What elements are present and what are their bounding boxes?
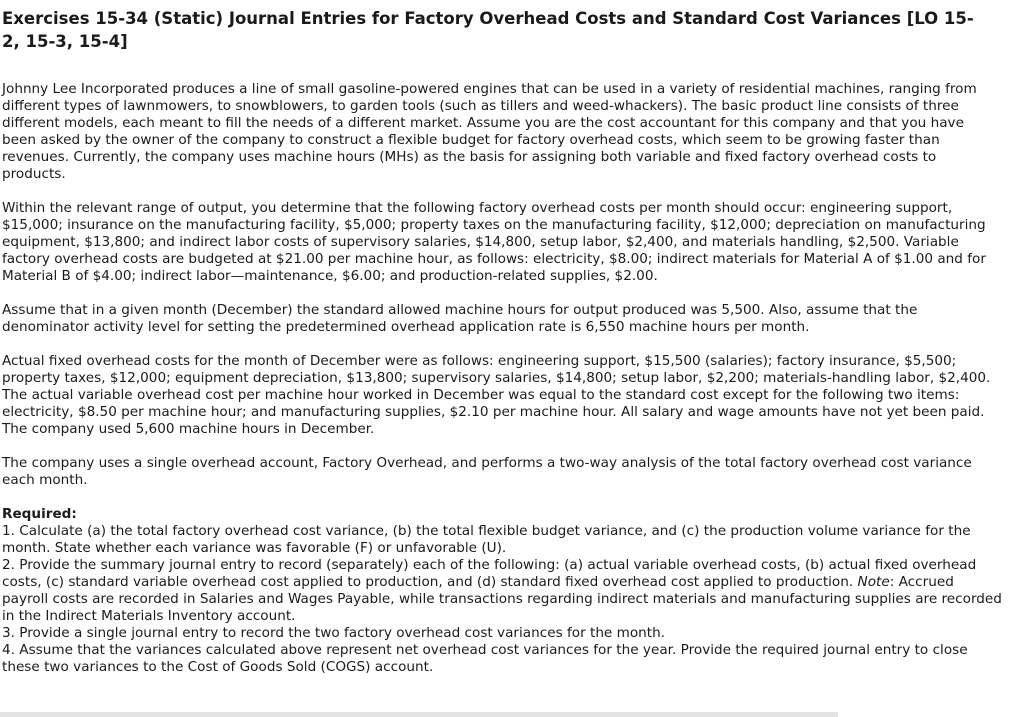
required-item-1: 1. Calculate (a) the total factory overhead cost variance, (b) the total flexible budget variance, and (c) the production volume variance for the month. State whether each variance was favorable (F) or unfavorable (U). bbox=[2, 523, 971, 556]
note-text: : Accrued payroll costs are recorded in Salaries and Wages Payable, while transactions regarding indirect materials and manufacturing supplies are recorded in the Indirect Materials Inventory account. bbox=[2, 574, 1002, 624]
paragraph-budgeted-costs: Within the relevant range of output, you determine that the following factory overhead costs per month should occur: engineering support, $15,000; insurance on the manufacturing facility, $5,000; property taxes on the manufacturing facility, $12,000; depreciation on manufacturing equipment, $13,800; and indirect labor costs of supervisory salaries, $14,800, setup labor, $2,400, and materials handling, $2,500. Variable factory overhead costs are budgeted at $21.00 per machine hour, as follows: electricity, $8.00; indirect materials for Material A of $1.00 and for Material B of $4.00; indirect labor—maintenance, $6.00; and production-related supplies, $2.00. bbox=[2, 200, 986, 284]
paragraph-activity-levels: Assume that in a given month (December) the standard allowed machine hours for output produced was 5,500. Also, assume that the denominator activity level for setting the predetermined overhead application rate is 6,550 machine hours per month. bbox=[2, 302, 918, 335]
exercise-title: Exercises 15-34 (Static) Journal Entries for Factory Overhead Costs and Standard Cost Variances [LO 15-2, 15-3, 15-4] bbox=[2, 9, 974, 51]
required-item-2 bbox=[2, 557, 1002, 625]
paragraph-actual-costs: Actual fixed overhead costs for the month of December were as follows: engineering support, $15,500 (salaries); factory insurance, $5,500; property taxes, $12,000; equipment depreciation, $13,800; supervisory salaries, $14,800; setup labor, $2,200; materials-handling labor, $2,400. The actual variable overhead cost per machine hour worked in December was equal to the standard cost except for the following two items: electricity, $8.50 per machine hour; and manufacturing supplies, $2.10 per machine hour. All salary and wage amounts have not yet been paid. The company used 5,600 machine hours in December. bbox=[2, 353, 991, 437]
exercise-content bbox=[2, 81, 1002, 676]
required-heading: Required: bbox=[2, 506, 77, 522]
note-label: Note bbox=[857, 574, 890, 590]
required-item-3: 3. Provide a single journal entry to record the two factory overhead cost variances for the month. bbox=[2, 625, 666, 641]
horizontal-scrollbar[interactable] bbox=[0, 712, 838, 717]
required-item-2-text: 2. Provide the summary journal entry to record (separately) each of the following: (a) actual variable overhead costs, (b) actual fixed overhead costs, (c) standard variable overhead cost applied to production, and (d) standard fixed overhead cost applied to production. bbox=[2, 557, 977, 590]
paragraph-accounting-method: The company uses a single overhead account, Factory Overhead, and performs a two-way analysis of the total factory overhead cost variance each month. bbox=[2, 455, 972, 488]
required-item-4: 4. Assume that the variances calculated above represent net overhead cost variances for the year. Provide the required journal entry to close these two variances to the Cost of Goods Sold (COGS) account. bbox=[2, 642, 968, 675]
required-section bbox=[2, 506, 1002, 676]
paragraph-company-overview: Johnny Lee Incorporated produces a line of small gasoline-powered engines that can be used in a variety of residential machines, ranging from different types of lawnmowers, to snowblowers, to garden tools (such as tillers and weed-whackers). The basic product line consists of three different models, each meant to fill the needs of a different market. Assume you are the cost accountant for this company and that you have been asked by the owner of the company to construct a flexible budget for factory overhead costs, which seem to be growing faster than revenues. Currently, the company uses machine hours (MHs) as the basis for assigning both variable and fixed factory overhead costs to products. bbox=[2, 81, 977, 182]
